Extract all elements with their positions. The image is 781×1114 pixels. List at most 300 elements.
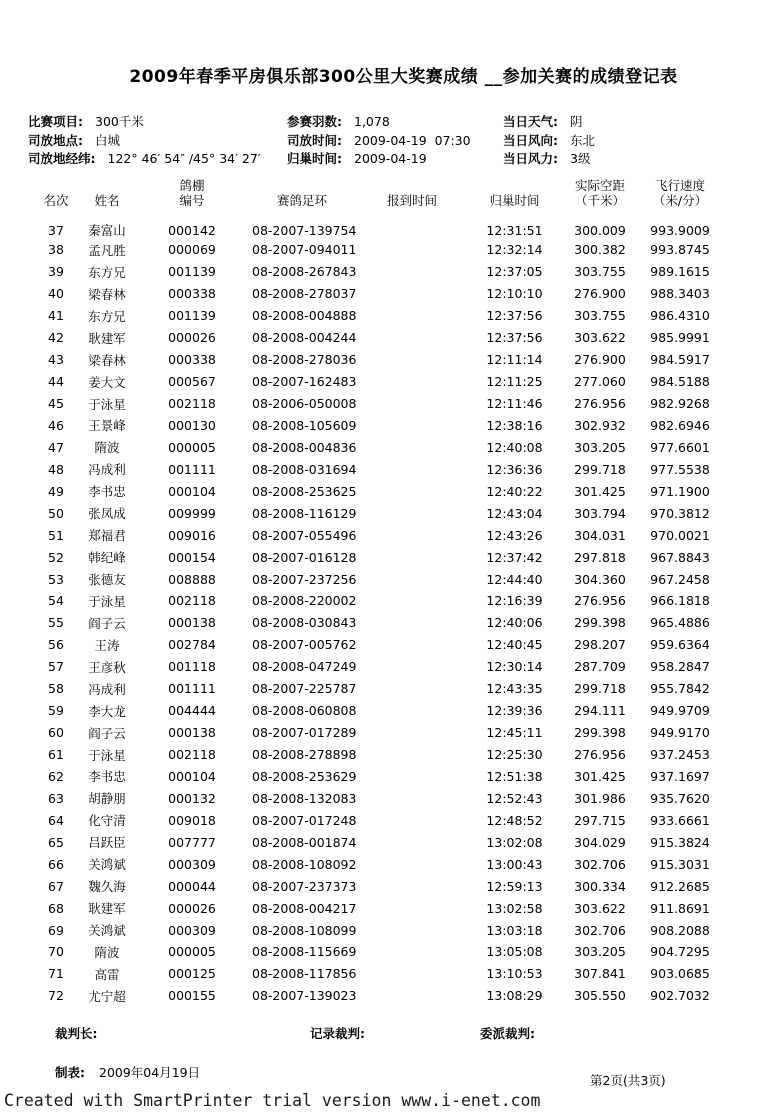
cell-ring: 08-2008-047249 bbox=[252, 659, 357, 675]
cell-speed: 986.4310 bbox=[650, 308, 710, 324]
cell-ring: 08-2008-004836 bbox=[252, 439, 357, 455]
cell-rank: 50 bbox=[48, 505, 64, 521]
cell-loft: 004444 bbox=[168, 703, 216, 719]
cell-name: 梁春林 bbox=[88, 286, 126, 302]
wind-direction-field bbox=[503, 132, 595, 151]
cell-home: 12:51:38 bbox=[486, 768, 543, 784]
cell-report bbox=[352, 283, 472, 305]
table-row bbox=[30, 208, 717, 239]
cell-home: 12:11:14 bbox=[486, 352, 543, 368]
cell-home: 12:31:51 bbox=[486, 222, 543, 238]
cell-ring: 08-2008-132083 bbox=[252, 790, 357, 806]
cell-ring: 08-2008-031694 bbox=[252, 461, 357, 477]
cell-home: 12:43:04 bbox=[486, 505, 543, 521]
cell-distance: 303.205 bbox=[574, 944, 626, 960]
cell-rank: 64 bbox=[48, 812, 64, 828]
cell-rank: 54 bbox=[48, 593, 64, 609]
cell-distance: 299.718 bbox=[574, 681, 626, 697]
cell-report bbox=[352, 502, 472, 524]
cell-loft: 002118 bbox=[168, 396, 216, 412]
cell-loft: 000130 bbox=[168, 417, 216, 433]
cell-ring: 08-2008-117856 bbox=[252, 966, 357, 982]
table-row bbox=[30, 744, 717, 766]
cell-rank: 71 bbox=[48, 966, 64, 982]
cell-name: 王景峰 bbox=[88, 418, 126, 434]
cell-home: 13:10:53 bbox=[486, 966, 543, 982]
column-header-distance: 实际空距 （千米） bbox=[574, 178, 625, 208]
cell-ring: 08-2007-017248 bbox=[252, 812, 357, 828]
cell-distance: 303.622 bbox=[574, 330, 626, 346]
table-row bbox=[30, 787, 717, 809]
cell-speed: 915.3031 bbox=[650, 856, 710, 872]
cell-rank: 53 bbox=[48, 571, 64, 587]
cell-report bbox=[352, 766, 472, 788]
cell-ring: 08-2008-004244 bbox=[252, 330, 357, 346]
cell-ring: 08-2006-050008 bbox=[252, 396, 357, 412]
cell-rank: 60 bbox=[48, 725, 64, 741]
cell-loft: 000138 bbox=[168, 725, 216, 741]
cell-report bbox=[352, 744, 472, 766]
table-row bbox=[30, 524, 717, 546]
cell-rank: 63 bbox=[48, 790, 64, 806]
cell-distance: 299.718 bbox=[574, 461, 626, 477]
cell-home: 12:59:13 bbox=[486, 878, 543, 894]
cell-distance: 303.205 bbox=[574, 439, 626, 455]
cell-distance: 304.031 bbox=[574, 527, 626, 543]
cell-speed: 911.8691 bbox=[650, 900, 710, 916]
cell-distance: 302.706 bbox=[574, 922, 626, 938]
cell-rank: 40 bbox=[48, 286, 64, 302]
cell-speed: 971.1900 bbox=[650, 483, 710, 499]
table-row bbox=[30, 502, 717, 524]
release-time-label: 司放时间: bbox=[287, 132, 342, 148]
table-row bbox=[30, 458, 717, 480]
cell-speed: 982.9268 bbox=[650, 396, 710, 412]
table-row bbox=[30, 678, 717, 700]
page-number: 第2页(共3页) bbox=[590, 1073, 666, 1088]
cell-name: 耿建军 bbox=[88, 901, 126, 917]
cell-loft: 001111 bbox=[168, 461, 216, 477]
column-header-rank: 名次 bbox=[43, 193, 69, 208]
cell-loft: 000104 bbox=[168, 483, 216, 499]
cell-home: 12:11:25 bbox=[486, 374, 543, 390]
cell-speed: 993.9009 bbox=[650, 222, 710, 238]
cell-distance: 301.986 bbox=[574, 790, 626, 806]
cell-distance: 297.818 bbox=[574, 549, 626, 565]
column-header-speed: 飞行速度 （米/分） bbox=[652, 178, 708, 208]
results-header-row bbox=[30, 176, 717, 208]
cell-report bbox=[352, 261, 472, 283]
cell-ring: 08-2008-116129 bbox=[252, 505, 357, 521]
cell-name: 张凤成 bbox=[88, 506, 126, 522]
cell-name: 张德友 bbox=[88, 572, 126, 588]
cell-home: 12:48:52 bbox=[486, 812, 543, 828]
release-coords-label: 司放地经纬: bbox=[28, 151, 96, 167]
cell-ring: 08-2007-162483 bbox=[252, 374, 357, 390]
cell-speed: 988.3403 bbox=[650, 286, 710, 302]
cell-distance: 304.360 bbox=[574, 571, 626, 587]
cell-ring: 08-2008-004888 bbox=[252, 308, 357, 324]
cell-distance: 302.932 bbox=[574, 417, 626, 433]
cell-rank: 52 bbox=[48, 549, 64, 565]
cell-speed: 959.6364 bbox=[650, 637, 710, 653]
cell-ring: 08-2007-055496 bbox=[252, 527, 357, 543]
table-row bbox=[30, 393, 717, 415]
cell-speed: 982.6946 bbox=[650, 417, 710, 433]
homing-date-label: 归巢时间: bbox=[287, 151, 342, 167]
cell-home: 13:03:18 bbox=[486, 922, 543, 938]
cell-distance: 300.382 bbox=[574, 242, 626, 258]
entries-count-field bbox=[287, 113, 471, 132]
entries-count-value: 1,078 bbox=[354, 114, 390, 129]
cell-distance: 287.709 bbox=[574, 659, 626, 675]
column-header-name: 姓名 bbox=[94, 193, 120, 208]
table-row bbox=[30, 568, 717, 590]
cell-loft: 000309 bbox=[168, 856, 216, 872]
cell-name: 于泳星 bbox=[88, 396, 126, 412]
cell-report bbox=[352, 853, 472, 875]
cell-loft: 000142 bbox=[168, 222, 216, 238]
table-row bbox=[30, 766, 717, 788]
column-header-loft: 鸽棚 编号 bbox=[179, 178, 205, 208]
cell-name: 王涛 bbox=[94, 637, 120, 653]
cell-distance: 299.398 bbox=[574, 615, 626, 631]
table-row bbox=[30, 612, 717, 634]
cell-report bbox=[352, 612, 472, 634]
cell-speed: 935.7620 bbox=[650, 790, 710, 806]
table-row bbox=[30, 985, 717, 1007]
cell-ring: 08-2008-220002 bbox=[252, 593, 357, 609]
race-info-right bbox=[503, 113, 595, 169]
cell-home: 12:40:45 bbox=[486, 637, 543, 653]
weather-field bbox=[503, 113, 595, 132]
table-row bbox=[30, 722, 717, 744]
table-row bbox=[30, 831, 717, 853]
cell-home: 12:37:56 bbox=[486, 308, 543, 324]
cell-home: 12:32:14 bbox=[486, 242, 543, 258]
cell-home: 12:37:56 bbox=[486, 330, 543, 346]
cell-speed: 970.0021 bbox=[650, 527, 710, 543]
cell-home: 12:52:43 bbox=[486, 790, 543, 806]
cell-report bbox=[352, 349, 472, 371]
made-by-label: 制表: bbox=[55, 1065, 85, 1080]
cell-rank: 61 bbox=[48, 747, 64, 763]
cell-speed: 970.3812 bbox=[650, 505, 710, 521]
race-info-left bbox=[28, 113, 261, 169]
cell-rank: 38 bbox=[48, 242, 64, 258]
weather-label: 当日天气: bbox=[503, 114, 558, 129]
cell-report bbox=[352, 327, 472, 349]
cell-home: 13:05:08 bbox=[486, 944, 543, 960]
cell-rank: 62 bbox=[48, 768, 64, 784]
release-time-value: 2009-04-19 07:30 bbox=[354, 132, 471, 148]
cell-name: 吕跃臣 bbox=[88, 835, 126, 851]
table-row bbox=[30, 634, 717, 656]
cell-loft: 000138 bbox=[168, 615, 216, 631]
cell-loft: 002118 bbox=[168, 747, 216, 763]
cell-home: 12:43:35 bbox=[486, 681, 543, 697]
wind-force-label: 当日风力: bbox=[503, 151, 558, 167]
cell-name: 孟凡胜 bbox=[88, 242, 126, 258]
table-row bbox=[30, 875, 717, 897]
weather-value: 阴 bbox=[570, 114, 583, 129]
cell-report bbox=[352, 568, 472, 590]
cell-report bbox=[352, 634, 472, 656]
table-row bbox=[30, 941, 717, 963]
cell-distance: 305.550 bbox=[574, 988, 626, 1004]
record-judge-label: 记录裁判: bbox=[310, 1026, 365, 1041]
cell-distance: 276.900 bbox=[574, 352, 626, 368]
cell-name: 关鸿斌 bbox=[88, 923, 126, 939]
cell-loft: 000005 bbox=[168, 944, 216, 960]
table-row bbox=[30, 283, 717, 305]
table-row bbox=[30, 656, 717, 678]
cell-report bbox=[352, 371, 472, 393]
cell-home: 12:10:10 bbox=[486, 286, 543, 302]
cell-distance: 299.398 bbox=[574, 725, 626, 741]
table-row bbox=[30, 261, 717, 283]
table-row bbox=[30, 919, 717, 941]
cell-loft: 000338 bbox=[168, 352, 216, 368]
cell-ring: 08-2008-030843 bbox=[252, 615, 357, 631]
cell-speed: 989.1615 bbox=[650, 264, 710, 280]
results-header bbox=[30, 176, 717, 208]
cell-home: 12:37:05 bbox=[486, 264, 543, 280]
cell-home: 12:37:42 bbox=[486, 549, 543, 565]
cell-loft: 000309 bbox=[168, 922, 216, 938]
cell-home: 12:39:36 bbox=[486, 703, 543, 719]
cell-report bbox=[352, 590, 472, 612]
cell-name: 耿建军 bbox=[88, 330, 126, 346]
cell-distance: 301.425 bbox=[574, 483, 626, 499]
homing-date-value: 2009-04-19 bbox=[354, 151, 427, 167]
cell-home: 12:38:16 bbox=[486, 417, 543, 433]
cell-rank: 44 bbox=[48, 374, 64, 390]
cell-distance: 276.956 bbox=[574, 747, 626, 763]
column-header-ring: 赛鸽足环 bbox=[276, 193, 327, 208]
cell-ring: 08-2008-108099 bbox=[252, 922, 357, 938]
cell-speed: 955.7842 bbox=[650, 681, 710, 697]
cell-ring: 08-2008-004217 bbox=[252, 900, 357, 916]
cell-loft: 000125 bbox=[168, 966, 216, 982]
cell-home: 12:43:26 bbox=[486, 527, 543, 543]
cell-loft: 009016 bbox=[168, 527, 216, 543]
cell-report bbox=[352, 787, 472, 809]
table-row bbox=[30, 371, 717, 393]
entries-count-label: 参赛羽数: bbox=[287, 114, 342, 129]
cell-report bbox=[352, 678, 472, 700]
table-row bbox=[30, 480, 717, 502]
release-coords-field bbox=[28, 150, 261, 169]
cell-speed: 984.5188 bbox=[650, 374, 710, 390]
race-info-middle bbox=[287, 113, 471, 169]
cell-ring: 08-2007-094011 bbox=[252, 242, 357, 258]
table-row bbox=[30, 897, 717, 919]
cell-home: 12:36:36 bbox=[486, 461, 543, 477]
table-row bbox=[30, 415, 717, 437]
cell-rank: 41 bbox=[48, 308, 64, 324]
cell-rank: 68 bbox=[48, 900, 64, 916]
results-table bbox=[30, 176, 717, 1007]
cell-home: 12:25:30 bbox=[486, 747, 543, 763]
cell-distance: 300.009 bbox=[574, 222, 626, 238]
cell-rank: 51 bbox=[48, 527, 64, 543]
cell-rank: 66 bbox=[48, 856, 64, 872]
table-row bbox=[30, 305, 717, 327]
race-item-label: 比赛项目: bbox=[28, 114, 83, 129]
cell-ring: 08-2008-253629 bbox=[252, 768, 357, 784]
cell-rank: 37 bbox=[48, 222, 64, 238]
cell-report bbox=[352, 656, 472, 678]
wind-direction-label: 当日风向: bbox=[503, 132, 558, 148]
cell-distance: 277.060 bbox=[574, 374, 626, 390]
cell-ring: 08-2008-060808 bbox=[252, 703, 357, 719]
cell-name: 于泳星 bbox=[88, 747, 126, 763]
cell-distance: 298.207 bbox=[574, 637, 626, 653]
cell-name: 李书忠 bbox=[88, 484, 126, 500]
cell-loft: 007777 bbox=[168, 834, 216, 850]
table-row bbox=[30, 349, 717, 371]
cell-report bbox=[352, 941, 472, 963]
cell-report bbox=[352, 722, 472, 744]
cell-rank: 45 bbox=[48, 396, 64, 412]
cell-speed: 912.2685 bbox=[650, 878, 710, 894]
made-by-date: 2009年04月19日 bbox=[99, 1065, 201, 1080]
cell-speed: 967.2458 bbox=[650, 571, 710, 587]
cell-report bbox=[352, 393, 472, 415]
cell-report bbox=[352, 919, 472, 941]
cell-name: 胡静朋 bbox=[88, 791, 126, 807]
cell-loft: 001139 bbox=[168, 308, 216, 324]
cell-speed: 985.9991 bbox=[650, 330, 710, 346]
cell-rank: 65 bbox=[48, 834, 64, 850]
cell-home: 12:11:46 bbox=[486, 396, 543, 412]
cell-report bbox=[352, 305, 472, 327]
cell-ring: 08-2007-139754 bbox=[252, 222, 357, 238]
cell-loft: 000155 bbox=[168, 988, 216, 1004]
cell-report bbox=[352, 546, 472, 568]
cell-distance: 294.111 bbox=[574, 703, 626, 719]
cell-name: 冯成利 bbox=[88, 462, 126, 478]
cell-speed: 903.0685 bbox=[650, 966, 710, 982]
cell-name: 尤宁超 bbox=[88, 988, 126, 1004]
cell-name: 隋波 bbox=[94, 944, 120, 960]
cell-report bbox=[352, 415, 472, 437]
cell-distance: 276.900 bbox=[574, 286, 626, 302]
cell-speed: 937.2453 bbox=[650, 747, 710, 763]
cell-loft: 000132 bbox=[168, 790, 216, 806]
cell-report bbox=[352, 700, 472, 722]
cell-distance: 297.715 bbox=[574, 812, 626, 828]
cell-name: 梁春林 bbox=[88, 352, 126, 368]
cell-loft: 001139 bbox=[168, 264, 216, 280]
cell-speed: 902.7032 bbox=[650, 988, 710, 1004]
cell-report bbox=[352, 480, 472, 502]
cell-loft: 001111 bbox=[168, 681, 216, 697]
cell-ring: 08-2008-278898 bbox=[252, 747, 357, 763]
cell-name: 韩纪峰 bbox=[88, 550, 126, 566]
cell-loft: 000026 bbox=[168, 330, 216, 346]
cell-report bbox=[352, 436, 472, 458]
cell-distance: 303.622 bbox=[574, 900, 626, 916]
cell-loft: 001118 bbox=[168, 659, 216, 675]
cell-name: 于泳星 bbox=[88, 593, 126, 609]
cell-home: 12:44:40 bbox=[486, 571, 543, 587]
cell-loft: 000567 bbox=[168, 374, 216, 390]
table-row bbox=[30, 327, 717, 349]
cell-loft: 000026 bbox=[168, 900, 216, 916]
column-header-home: 归巢时间 bbox=[489, 193, 540, 208]
cell-speed: 966.1818 bbox=[650, 593, 710, 609]
cell-loft: 009999 bbox=[168, 505, 216, 521]
table-row bbox=[30, 436, 717, 458]
cell-loft: 009018 bbox=[168, 812, 216, 828]
release-coords-value: 122° 46′ 54″ /45° 34′ 27′ bbox=[107, 151, 261, 167]
release-site-value: 白城 bbox=[95, 132, 121, 148]
cell-ring: 08-2008-115669 bbox=[252, 944, 357, 960]
cell-speed: 977.6601 bbox=[650, 439, 710, 455]
cell-rank: 59 bbox=[48, 703, 64, 719]
cell-speed: 967.8843 bbox=[650, 549, 710, 565]
watermark-text: Created with SmartPrinter trial version www.i-enet.com bbox=[4, 1091, 541, 1110]
release-site-field bbox=[28, 132, 261, 151]
cell-name: 阎子云 bbox=[88, 615, 126, 631]
cell-rank: 49 bbox=[48, 483, 64, 499]
cell-distance: 276.956 bbox=[574, 593, 626, 609]
cell-speed: 949.9709 bbox=[650, 703, 710, 719]
cell-report bbox=[352, 831, 472, 853]
cell-report bbox=[352, 875, 472, 897]
cell-ring: 08-2008-108092 bbox=[252, 856, 357, 872]
cell-rank: 70 bbox=[48, 944, 64, 960]
cell-name: 阎子云 bbox=[88, 725, 126, 741]
cell-name: 李书忠 bbox=[88, 769, 126, 785]
cell-rank: 43 bbox=[48, 352, 64, 368]
wind-direction-value: 东北 bbox=[570, 132, 596, 148]
cell-distance: 303.755 bbox=[574, 264, 626, 280]
cell-home: 12:16:39 bbox=[486, 593, 543, 609]
cell-distance: 276.956 bbox=[574, 396, 626, 412]
cell-home: 13:08:29 bbox=[486, 988, 543, 1004]
cell-speed: 949.9170 bbox=[650, 725, 710, 741]
cell-report bbox=[352, 985, 472, 1007]
race-item-field bbox=[28, 113, 261, 132]
cell-report bbox=[352, 963, 472, 985]
cell-rank: 67 bbox=[48, 878, 64, 894]
cell-report bbox=[352, 524, 472, 546]
cell-distance: 307.841 bbox=[574, 966, 626, 982]
table-row bbox=[30, 546, 717, 568]
cell-speed: 993.8745 bbox=[650, 242, 710, 258]
cell-rank: 72 bbox=[48, 988, 64, 1004]
cell-home: 13:02:08 bbox=[486, 834, 543, 850]
cell-name: 秦富山 bbox=[88, 223, 126, 238]
table-row bbox=[30, 700, 717, 722]
cell-distance: 304.029 bbox=[574, 834, 626, 850]
cell-name: 郑福君 bbox=[88, 528, 126, 544]
cell-loft: 000104 bbox=[168, 768, 216, 784]
page-title: 2009年春季平房俱乐部300公里大奖赛成绩 __参加关赛的成绩登记表 bbox=[129, 67, 678, 87]
cell-loft: 002118 bbox=[168, 593, 216, 609]
cell-ring: 08-2007-017289 bbox=[252, 725, 357, 741]
cell-distance: 303.794 bbox=[574, 505, 626, 521]
cell-loft: 000044 bbox=[168, 878, 216, 894]
cell-name: 化守清 bbox=[88, 813, 126, 829]
cell-ring: 08-2008-253625 bbox=[252, 483, 357, 499]
table-row bbox=[30, 853, 717, 875]
chief-judge-label: 裁判长: bbox=[55, 1026, 98, 1041]
cell-rank: 55 bbox=[48, 615, 64, 631]
